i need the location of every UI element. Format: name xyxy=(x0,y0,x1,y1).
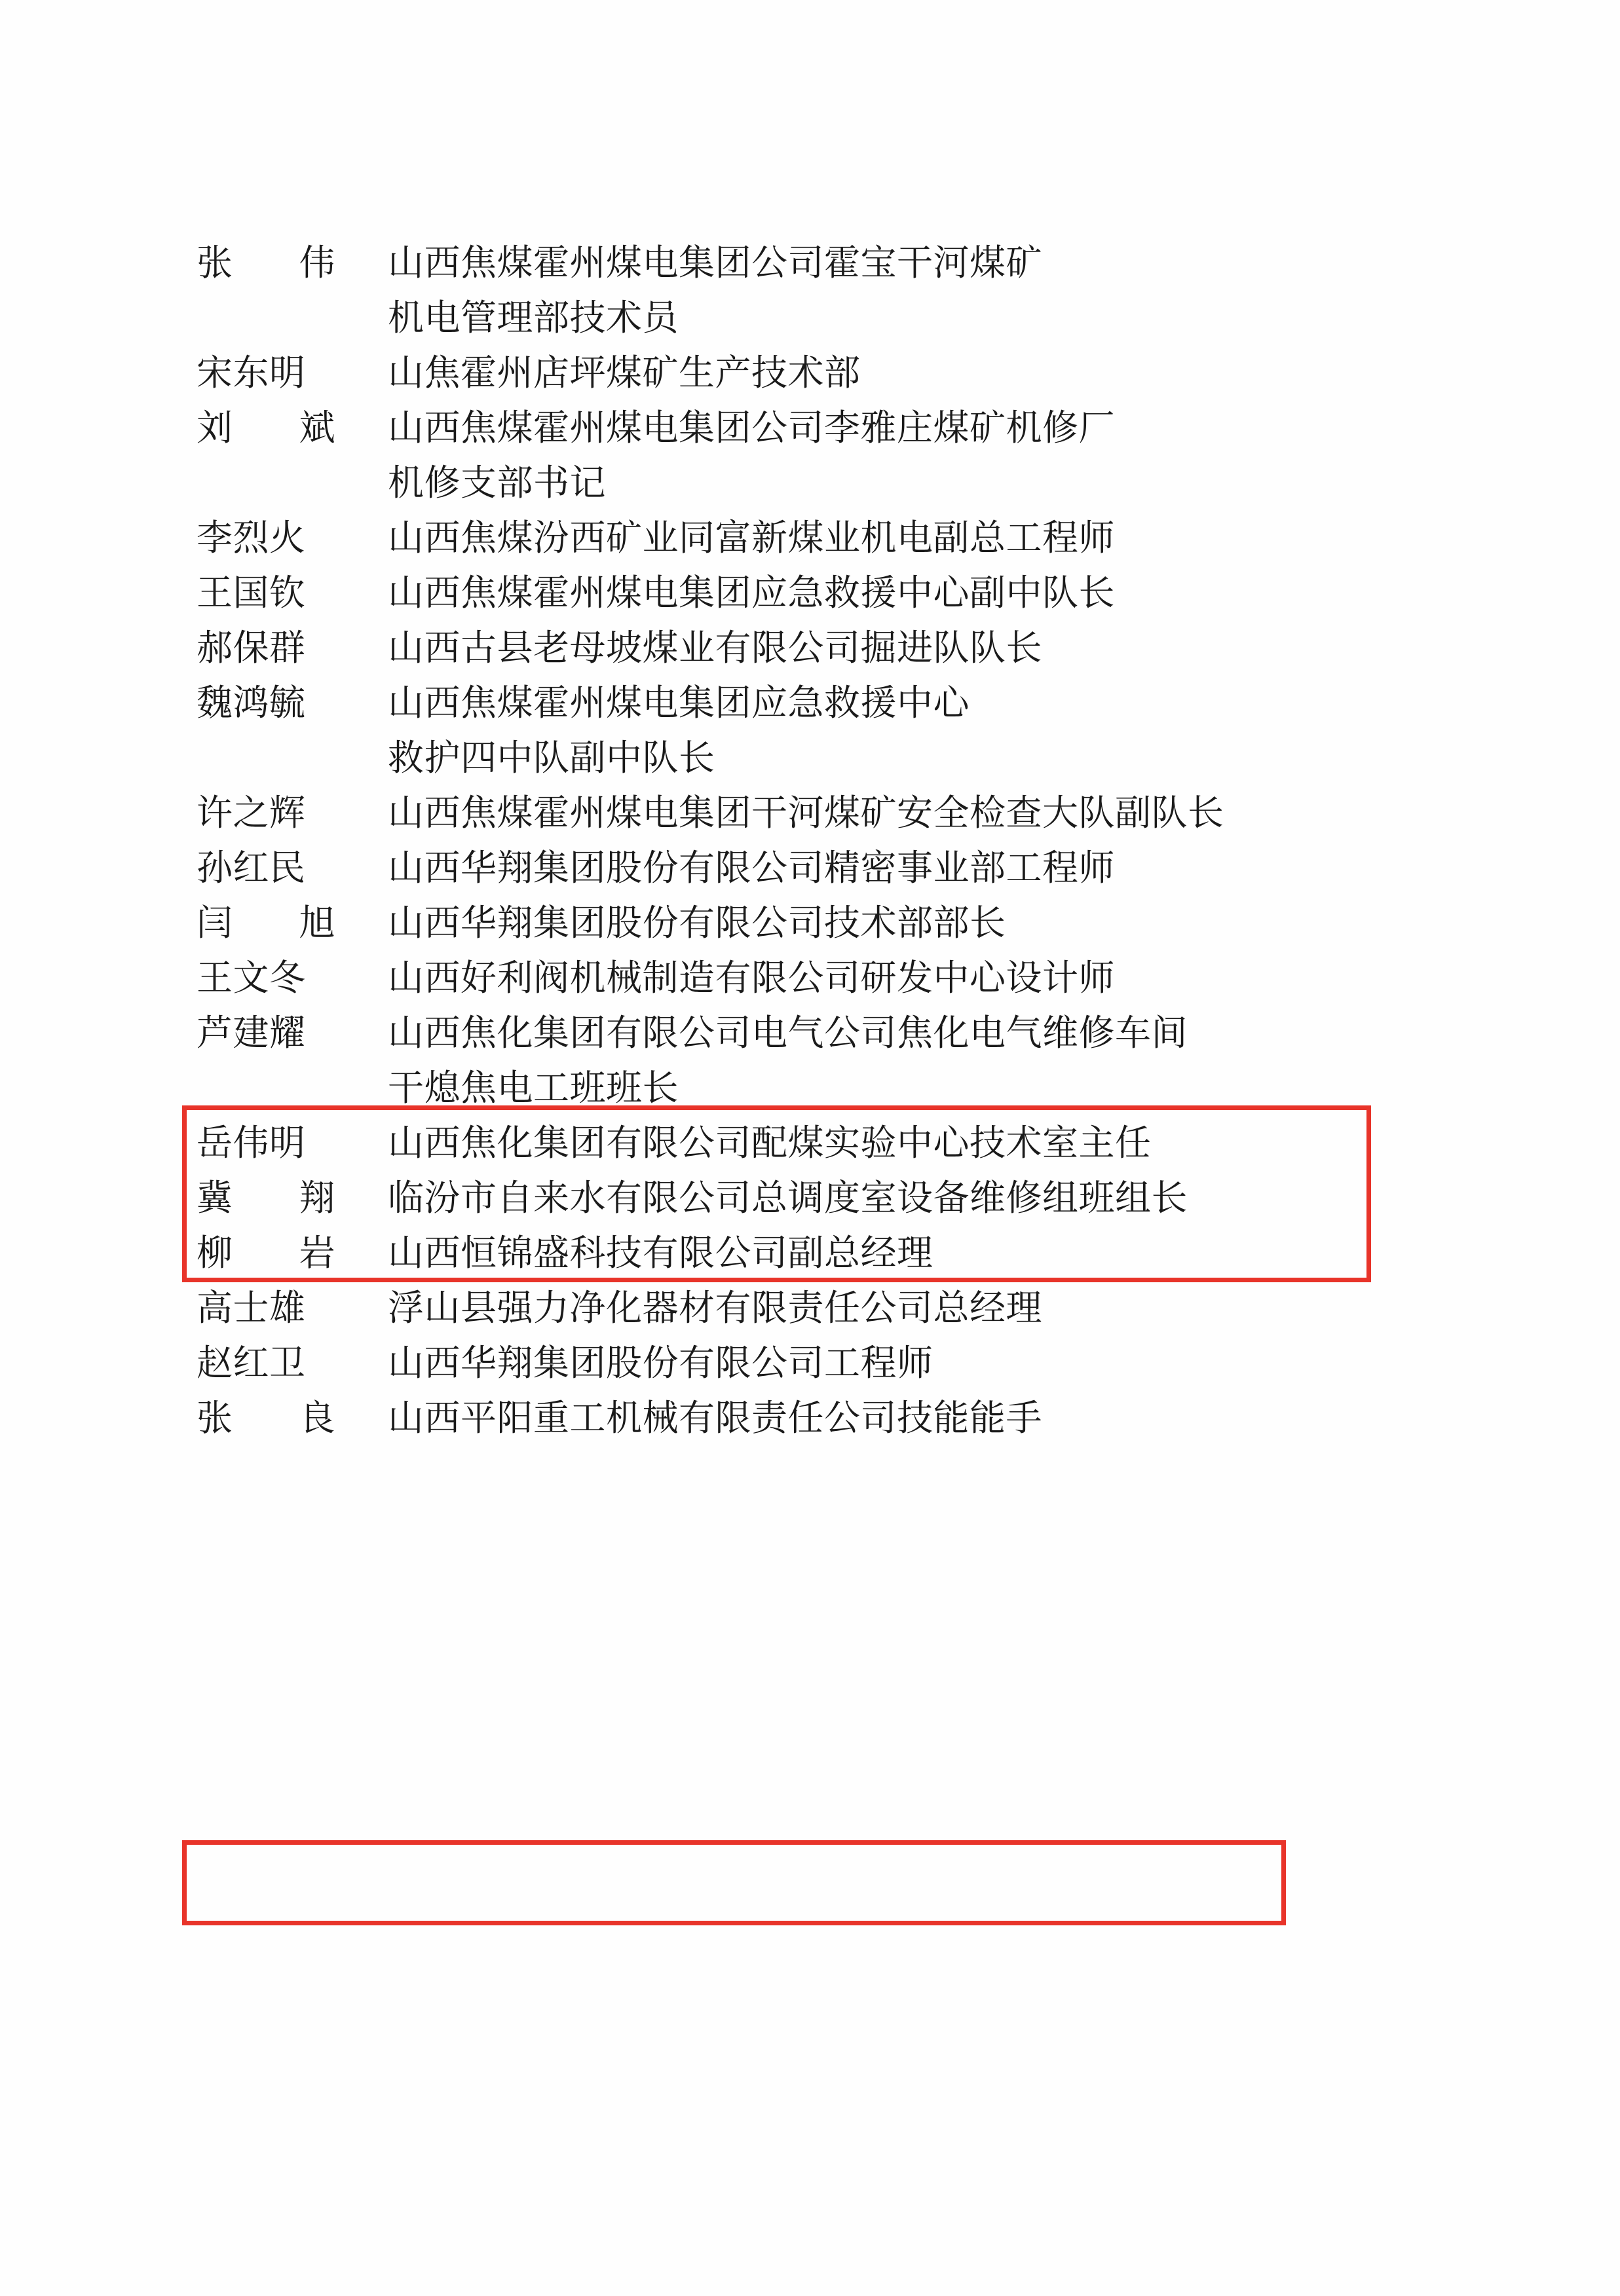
person-name xyxy=(197,1226,360,1281)
person-surname: 张 xyxy=(197,1398,233,1438)
person-title: 山西焦煤霍州煤电集团应急救援中心 xyxy=(388,683,970,723)
person-surname: 高士雄 xyxy=(197,1288,306,1328)
person-given-name: 良 xyxy=(299,1398,335,1438)
highlight-box-2 xyxy=(182,1840,1286,1925)
entry-row xyxy=(0,1281,1620,1336)
entry-row xyxy=(0,566,1620,621)
entry-row xyxy=(0,896,1620,951)
entry-line xyxy=(0,951,1620,1006)
person-name xyxy=(197,1171,360,1226)
person-name xyxy=(197,676,360,731)
person-surname: 宋东明 xyxy=(197,353,306,393)
person-name xyxy=(197,951,360,1006)
entry-row xyxy=(0,1116,1620,1171)
person-name xyxy=(197,841,360,896)
entry-row xyxy=(0,1336,1620,1391)
person-name xyxy=(197,511,360,566)
entry-line xyxy=(0,1006,1620,1061)
entry-row xyxy=(0,786,1620,841)
entry-line xyxy=(0,566,1620,621)
person-title-continuation: 救护四中队副中队长 xyxy=(388,738,715,778)
person-surname: 柳 xyxy=(197,1233,233,1273)
person-title: 山西华翔集团股份有限公司精密事业部工程师 xyxy=(388,848,1116,888)
person-name xyxy=(197,1006,360,1061)
person-surname: 冀 xyxy=(197,1178,233,1218)
person-title: 山西焦煤汾西矿业同富新煤业机电副总工程师 xyxy=(388,518,1116,558)
person-surname: 刘 xyxy=(197,408,233,448)
entry-line xyxy=(0,511,1620,566)
person-name xyxy=(197,1336,360,1391)
person-title: 山西焦煤霍州煤电集团干河煤矿安全检查大队副队长 xyxy=(388,793,1224,833)
person-surname: 王文冬 xyxy=(197,958,306,998)
person-surname: 岳伟明 xyxy=(197,1123,306,1163)
entry-row xyxy=(0,1171,1620,1226)
person-name xyxy=(197,786,360,841)
entry-line xyxy=(0,401,1620,456)
entry-row xyxy=(0,951,1620,1006)
entry-row xyxy=(0,676,1620,786)
person-title: 山西平阳重工机械有限责任公司技能能手 xyxy=(388,1398,1043,1438)
person-title: 山西焦煤霍州煤电集团公司霍宝干河煤矿 xyxy=(388,243,1043,283)
person-title: 浮山县强力净化器材有限责任公司总经理 xyxy=(388,1288,1043,1328)
person-given-name: 岩 xyxy=(299,1233,335,1273)
entry-row xyxy=(0,841,1620,896)
entry-row xyxy=(0,236,1620,346)
entry-line xyxy=(0,676,1620,731)
person-title: 山西焦化集团有限公司配煤实验中心技术室主任 xyxy=(388,1123,1152,1163)
person-surname: 闫 xyxy=(197,903,233,943)
entry-line xyxy=(0,346,1620,401)
person-given-name: 旭 xyxy=(299,903,335,943)
entry-row xyxy=(0,1226,1620,1281)
person-name xyxy=(197,346,360,401)
person-surname: 王国钦 xyxy=(197,573,306,613)
entry-line xyxy=(0,236,1620,291)
person-surname: 郝保群 xyxy=(197,628,306,668)
person-title: 山西恒锦盛科技有限公司副总经理 xyxy=(388,1233,933,1273)
person-name xyxy=(197,1281,360,1336)
person-title-continuation: 机电管理部技术员 xyxy=(388,298,679,338)
person-title-continuation: 干熄焦电工班班长 xyxy=(388,1068,679,1108)
entry-line xyxy=(0,1281,1620,1336)
entry-row xyxy=(0,511,1620,566)
entry-line xyxy=(0,841,1620,896)
entry-row xyxy=(0,346,1620,401)
person-title: 山西焦化集团有限公司电气公司焦化电气维修车间 xyxy=(388,1013,1188,1053)
entry-row xyxy=(0,401,1620,511)
entry-list xyxy=(0,236,1620,1446)
person-title: 山西焦煤霍州煤电集团公司李雅庄煤矿机修厂 xyxy=(388,408,1116,448)
entry-line xyxy=(0,1171,1620,1226)
person-given-name: 斌 xyxy=(299,408,335,448)
person-name xyxy=(197,566,360,621)
person-name xyxy=(197,401,360,456)
person-title: 山西华翔集团股份有限公司技术部部长 xyxy=(388,903,1006,943)
person-surname: 孙红民 xyxy=(197,848,306,888)
entry-line xyxy=(0,1116,1620,1171)
person-surname: 魏鸿毓 xyxy=(197,683,306,723)
person-title: 山西华翔集团股份有限公司工程师 xyxy=(388,1343,933,1383)
entry-row xyxy=(0,1391,1620,1446)
entry-line xyxy=(0,786,1620,841)
entry-line xyxy=(0,1336,1620,1391)
entry-row xyxy=(0,621,1620,676)
person-given-name: 翔 xyxy=(299,1178,335,1218)
person-surname: 芦建耀 xyxy=(197,1013,306,1053)
entry-line xyxy=(0,1226,1620,1281)
entry-row xyxy=(0,1006,1620,1116)
person-surname: 张 xyxy=(197,243,233,283)
person-title: 山焦霍州店坪煤矿生产技术部 xyxy=(388,353,861,393)
person-surname: 许之辉 xyxy=(197,793,306,833)
person-name xyxy=(197,621,360,676)
person-name xyxy=(197,896,360,951)
person-name xyxy=(197,236,360,291)
person-surname: 李烈火 xyxy=(197,518,306,558)
person-surname: 赵红卫 xyxy=(197,1343,306,1383)
person-name xyxy=(197,1391,360,1446)
person-title: 山西好利阀机械制造有限公司研发中心设计师 xyxy=(388,958,1116,998)
person-given-name: 伟 xyxy=(299,243,335,283)
person-title: 山西焦煤霍州煤电集团应急救援中心副中队长 xyxy=(388,573,1116,613)
entry-line xyxy=(0,1391,1620,1446)
entry-line xyxy=(0,621,1620,676)
person-title: 临汾市自来水有限公司总调度室设备维修组班组长 xyxy=(388,1178,1188,1218)
person-title: 山西古县老母坡煤业有限公司掘进队队长 xyxy=(388,628,1043,668)
person-title-continuation: 机修支部书记 xyxy=(388,463,607,503)
entry-line xyxy=(0,896,1620,951)
person-name xyxy=(197,1116,360,1171)
